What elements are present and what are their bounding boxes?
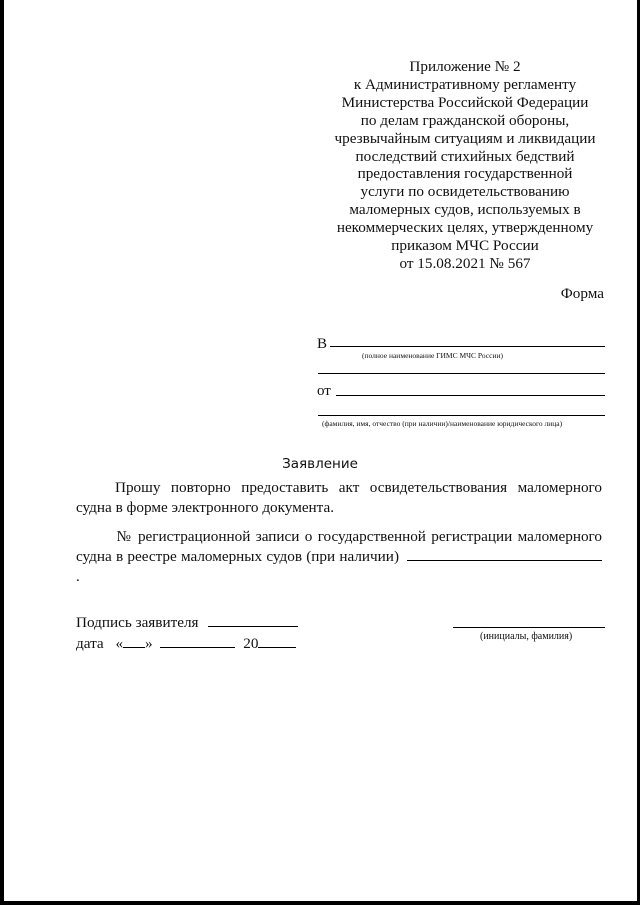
appendix-line: чрезвычайным ситуациям и ликвидации [334,129,596,147]
date-year-prefix: 20 [243,635,259,652]
request-paragraph [76,478,602,518]
to-prefix: В [317,336,328,352]
appendix-line: услуги по освидетельствованию [360,183,570,201]
date-label: дата [76,635,104,652]
appendix-line: маломерных судов, используемых в [349,201,581,219]
appendix-line: приказом МЧС России [391,237,539,255]
to-line[interactable] [330,346,605,347]
to-line-2[interactable] [318,373,605,374]
date-day-field[interactable] [123,634,145,648]
registration-text: № регистрационной записи о государственной регистрации маломерного судна в реестре маломерных судов (при наличии) [76,528,602,565]
appendix-line: к Административному регламенту [353,75,577,93]
from-caption: (фамилия, имя, отчество (при наличии)/наименование юридического лица) [322,419,563,428]
date-quote-close: » [145,635,153,652]
scan-border-left [0,0,4,905]
from-line-2[interactable] [318,415,605,416]
request-text: Прошу повторно предоставить акт освидетельствования маломерного судна в форме электронного документа. [76,479,602,516]
appendix-line: последствий стихийных бедствий [355,147,575,165]
document-title: Заявление [282,456,358,472]
date-month-field[interactable] [160,634,235,648]
date-year-field[interactable] [258,634,296,648]
appendix-line: по делам гражданской обороны, [360,111,570,129]
applicant-signature-label: Подпись заявителя [76,614,199,631]
registration-number-field[interactable] [407,547,602,561]
date-quote-open: « [115,635,124,652]
scan-border-bottom [0,901,640,905]
form-label: Форма [560,285,604,302]
to-caption: (полное наименование ГИМС МЧС России) [362,351,503,360]
appendix-header [320,58,610,273]
appendix-line: Министерства Российской Федерации [341,93,589,111]
appendix-line: Приложение № 2 [409,58,521,75]
initials-caption: (инициалы, фамилия) [480,631,573,642]
applicant-signature-row [76,613,298,632]
initials-line[interactable] [453,627,605,628]
applicant-signature-field[interactable] [208,613,298,627]
from-prefix: от [317,383,331,399]
registration-paragraph [76,527,602,587]
from-line[interactable] [336,395,605,396]
date-row [76,634,296,653]
appendix-line: от 15.08.2021 № 567 [399,254,531,272]
appendix-line: некоммерческих целях, утвержденному [336,219,594,237]
appendix-line: предоставления государственной [357,165,573,183]
registration-end: . [76,568,80,585]
